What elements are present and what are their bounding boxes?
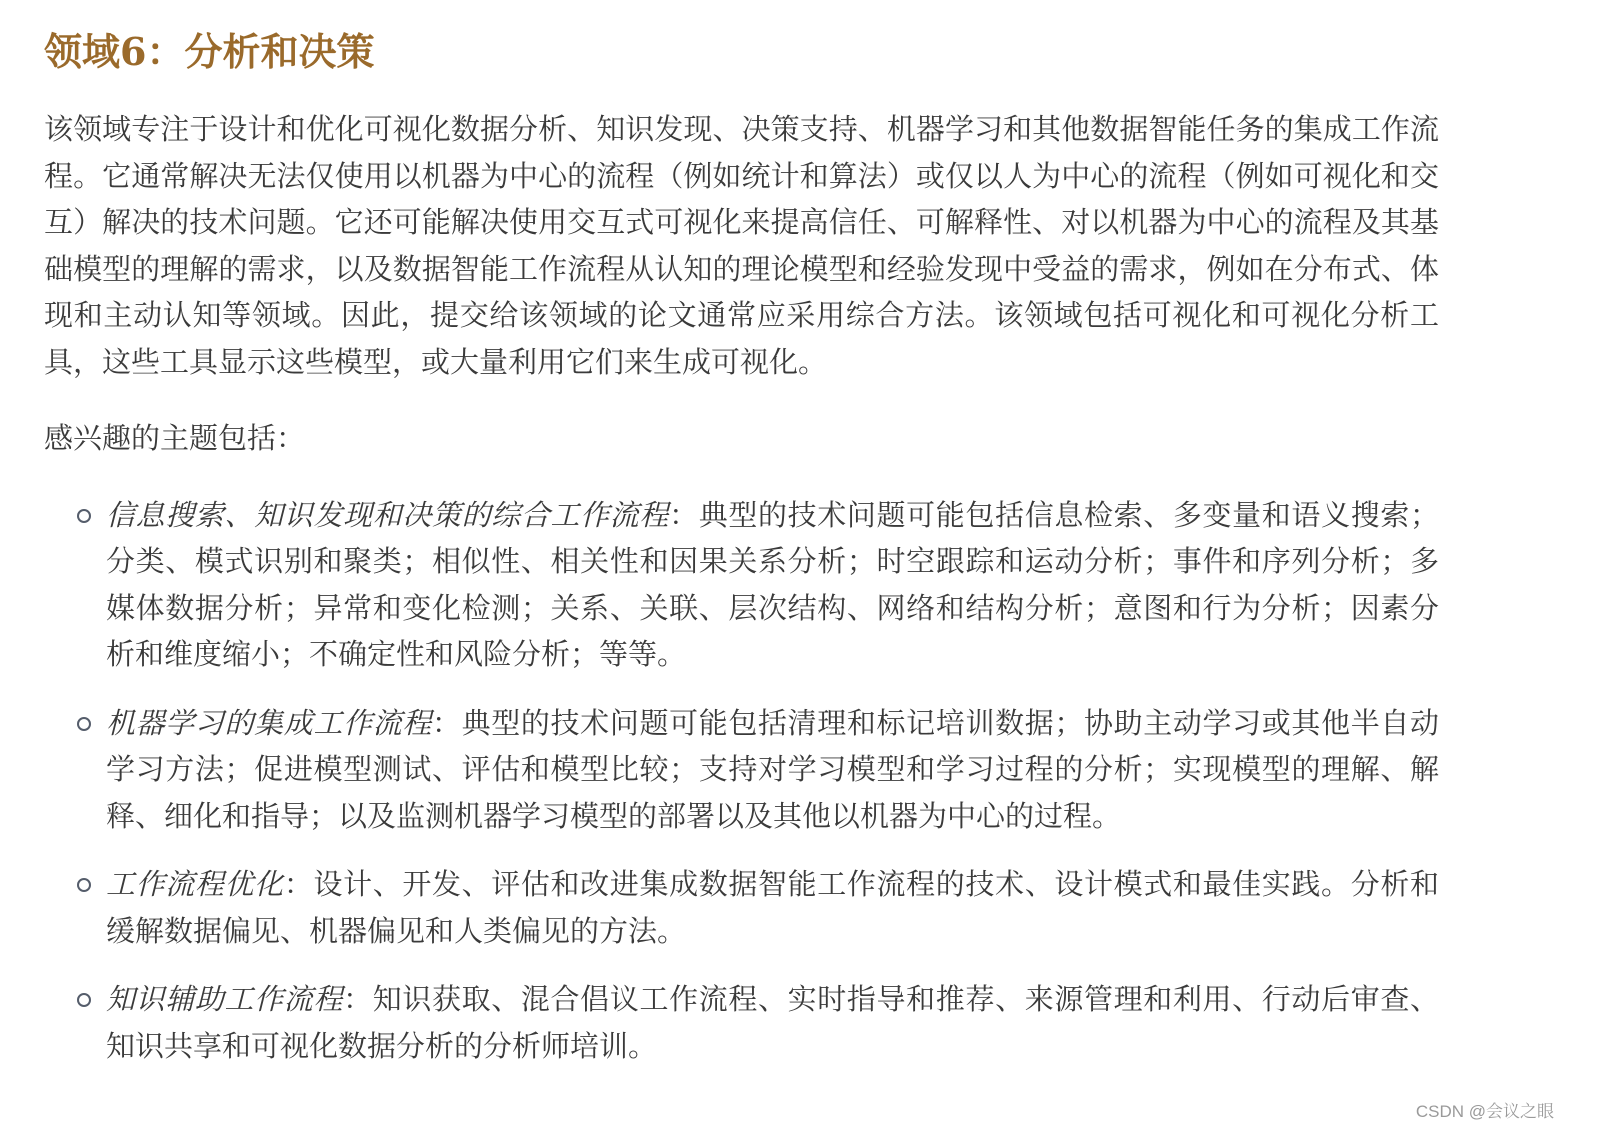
topic-text: 知识获取、混合倡议工作流程、实时指导和推荐、来源管理和利用、行动后审查、知识共享和可视化数据分析的分析师培训。	[106, 982, 1439, 1063]
topic-text: 设计、开发、评估和改进集成数据智能工作流程的技术、设计模式和最佳实践。分析和缓解数据偏见、机器偏见和人类偏见的方法。	[106, 867, 1439, 948]
topics-label: 感兴趣的主题包括：	[44, 421, 306, 455]
topic-item	[44, 861, 1439, 954]
topic-separator: ：	[343, 982, 373, 1016]
article	[44, 22, 1439, 1091]
topic-title: 工作流程优化	[106, 867, 284, 901]
hollow-circle-bullet-icon	[77, 717, 91, 731]
hollow-circle-bullet-icon	[77, 993, 91, 1007]
topic-item	[44, 700, 1439, 840]
topic-item	[44, 976, 1439, 1069]
topic-separator: ：	[432, 705, 462, 740]
hollow-circle-bullet-icon	[77, 509, 91, 523]
topic-text: 典型的技术问题可能包括信息检索、多变量和语义搜索；分类、模式识别和聚类；相似性、相关性和因果关系分析；时空跟踪和运动分析；事件和序列分析；多媒体数据分析；异常和变化检测；关系、关联、层次结构、网络和结构分析；意图和行为分析；因素分析和维度缩小；不确定性和风险分析；等等。	[106, 497, 1439, 671]
intro-paragraph: 该领域专注于设计和优化可视化数据分析、知识发现、决策支持、机器学习和其他数据智能任务的集成工作流程。它通常解决无法仅使用以机器为中心的流程（例如统计和算法）或仅以人为中心的流程（例如可视化和交互）解决的技术问题。它还可能解决使用交互式可视化来提高信任、可解释性、对以机器为中心的流程及其基础模型的理解的需求，以及数据智能工作流程从认知的理论模型和经验发现中受益的需求，例如在分布式、体现和主动认知等领域。因此，提交给该领域的论文通常应采用综合方法。该领域包括可视化和可视化分析工具，这些工具显示这些模型，或大量利用它们来生成可视化。	[44, 112, 1439, 379]
topic-separator: ：	[283, 867, 314, 901]
csdn-watermark: CSDN @会议之眼	[1415, 1102, 1554, 1121]
topic-item	[44, 492, 1439, 678]
hollow-circle-bullet-icon	[77, 878, 91, 892]
topic-title: 机器学习的集成工作流程	[106, 705, 432, 740]
topic-title: 信息搜索、知识发现和决策的综合工作流程	[106, 497, 670, 532]
topic-list	[44, 492, 1439, 1070]
topic-separator: ：	[669, 497, 699, 532]
section-heading: 领域6：分析和决策	[44, 29, 375, 74]
topic-title: 知识辅助工作流程	[106, 982, 344, 1016]
topic-text: 典型的技术问题可能包括清理和标记培训数据；协助主动学习或其他半自动学习方法；促进模型测试、评估和模型比较；支持对学习模型和学习过程的分析；实现模型的理解、解释、细化和指导；以及监测机器学习模型的部署以及其他以机器为中心的过程。	[106, 705, 1439, 833]
